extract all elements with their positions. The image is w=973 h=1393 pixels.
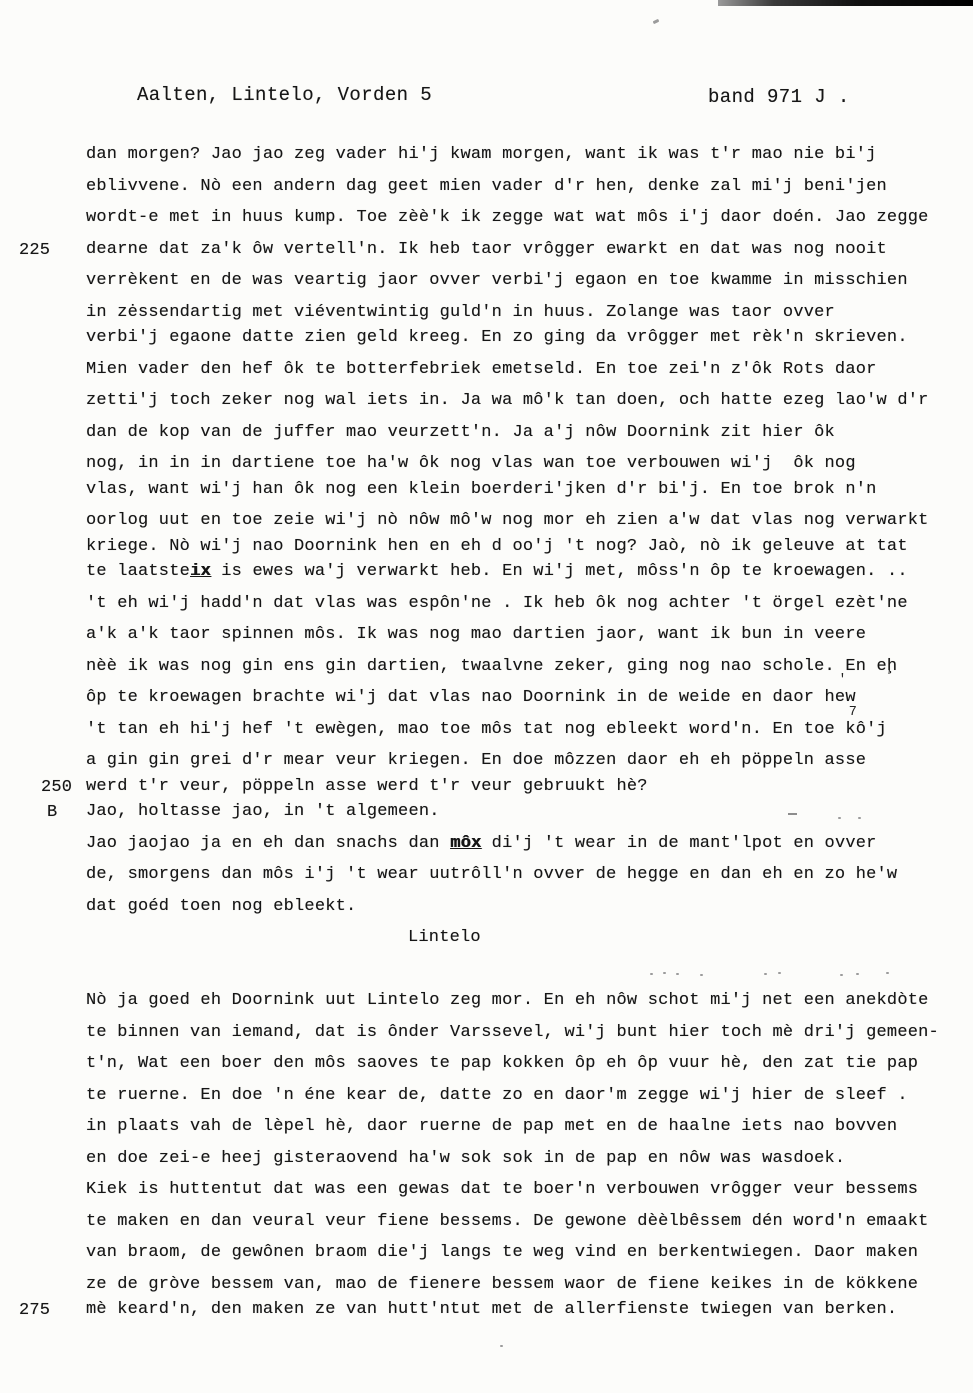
text-segment: Nò ja goed eh Doornink uut Lintelo zeg mor. En eh nôw schot mi'j net een anekdòte (86, 991, 929, 1010)
text-segment: in plaats vah de lèpel hè, daor ruerne de pap met en de haalne iets nao bovven (86, 1117, 898, 1136)
transcript-line (86, 960, 968, 992)
scan-artifact (858, 817, 861, 819)
transcript-line (86, 594, 968, 626)
text-segment: mè keard'n, den maken ze van hutt'ntut met de allerfienste twiegen van berken. (86, 1300, 898, 1319)
text-segment: ô'j 7 (848, 704, 887, 739)
text-segment: te ruerne. En doe 'n éne kear de, datte zo en daor'm zegge wi'j hier de sleef . (86, 1085, 908, 1105)
text-segment: ôp te kroewagen brachte wi'j dat vlas nao Doornink in de weide en daor he (86, 688, 846, 707)
transcript-line (86, 834, 968, 866)
text-segment: te laatste (86, 562, 191, 581)
margin-line-number: 225 (19, 240, 51, 260)
scan-artifact (764, 973, 767, 975)
text-segment: dan morgen? Jao jao zeg vader hi'j kwam morgen, want ik was t'r mao nie bi'j (86, 145, 877, 164)
transcript-line (86, 360, 968, 392)
handwritten-annotation: ' (838, 673, 847, 688)
transcript-line (86, 328, 968, 360)
text-segment: dan de kop van de juffer mao veurzett'n. Ja a'j nôw Doornink zit hier ôk (86, 422, 835, 442)
transcript-line (86, 625, 968, 657)
margin-line-number: 250 (41, 777, 73, 797)
transcript-line (86, 657, 968, 689)
transcript-line (86, 897, 968, 929)
transcript-line (19, 239, 968, 272)
text-segment: zetti'j toch zeker nog wal iets in. Ja wa mô'k tan doen, och hatte ezeg lao'w d'r (86, 391, 929, 410)
scan-artifact (886, 972, 889, 974)
scan-artifact (856, 973, 859, 975)
text-segment: ze de gròve bessem van, mao de fienere bessem waor de fiene keikes in de kökkene (86, 1274, 919, 1294)
text-segment: en doe zei-e heej gisteraovend ha'w sok sok in de pap en nôw was wasdoek. (86, 1148, 846, 1168)
scan-artifact (788, 813, 797, 815)
text-segment: Kiek is huttentut dat was een gewas dat te boer'n verbouwen vrôgger veur bessems (86, 1180, 919, 1199)
transcript-line (86, 271, 968, 303)
text-segment: Lintelo (408, 928, 481, 947)
page-title-location: Aalten, Lintelo, Vorden 5 (137, 84, 433, 106)
band-number: band 971 J . (708, 86, 850, 108)
transcript-line (86, 1023, 968, 1055)
text-segment: a'k a'k taor spinnen môs. Ik was nog mao dartien jaor, want ik bun in veere (86, 625, 867, 644)
text-segment: Jao jaojao ja en eh dan snachs dan (86, 833, 451, 853)
transcript-line (86, 562, 968, 594)
scan-artifact (663, 972, 666, 974)
text-segment: Mien vader den hef ôk te botterfebriek emetseld. En toe zei'n z'ôk Rots daor (86, 359, 877, 379)
margin-line-number: B (47, 803, 58, 822)
overstruck-word: môx (450, 833, 482, 853)
text-segment: nèè ik was nog gin ens gin dartien, twaalvne zeker, ging nog nao schole. En eḩ (86, 656, 898, 676)
text-segment: te maken en dan veural veur fiene bessems. De gewone dèèlbêssem dén word'n emaakt (86, 1211, 929, 1231)
text-segment: Jao, holtasse jao, in 't algemeen. (86, 802, 440, 821)
scan-artifact (700, 974, 703, 976)
transcript-line (86, 423, 968, 455)
text-segment: 't eh wi'j hadd'n dat vlas was espôn'ne . Ik heb ôk nog achter 't örgel ezèt'ne (86, 593, 908, 613)
transcript-line (86, 991, 968, 1023)
transcript-line (86, 673, 968, 720)
transcript-line (86, 1149, 968, 1181)
text-segment: dat goéd toen nog ebleekt. (86, 896, 357, 916)
text-segment: oorlog uut en toe zeie wi'j nò nôw mô'w nog mor eh zien a'w dat vlas nog verwarkt (86, 511, 929, 530)
text-segment: van braom, de gewônen braom die'j langs te weg vind en berkentwiegen. Daor maken (86, 1243, 919, 1262)
text-segment: 't tan eh hi'j hef 't ewègen, mao toe môs tat nog ebleekt word'n. En toe k (86, 719, 856, 739)
text-segment: di'j 't wear in de mant'lpot en ovver (481, 833, 877, 853)
text-segment: dearne dat za'k ôw vertell'n. Ik heb taor vrôgger ewarkt en dat was nog nooit (86, 239, 887, 259)
transcript-line (86, 391, 968, 423)
scan-artifact (500, 1345, 503, 1347)
transcript-line (86, 177, 968, 209)
transcript-line (86, 865, 968, 897)
text-segment: a gin gin grei d'r mear veur kriegen. En doe môzzen daor eh eh pöppeln asse (86, 751, 867, 770)
section-heading (86, 928, 968, 960)
transcript-text-block (19, 145, 968, 1332)
text-segment: in zėssendartig met viéventwintig guld'n in huus. Zolange was taor ovver (86, 302, 835, 322)
text-segment: is ewes wa'j verwarkt heb. En wi'j met, môss'n ôp te kroewagen. .. (210, 562, 908, 581)
text-segment: vlas, want wi'j han ôk nog een klein boerderi'jken d'r bi'j. En toe brok n'n (86, 479, 877, 499)
transcript-line (86, 208, 968, 240)
transcript-line (86, 1117, 968, 1149)
text-segment: nog, in in in dartiene toe ha'w ôk nog vlas wan toe verbouwen wi'j ôk nog (86, 454, 856, 473)
scan-artifact (840, 974, 843, 976)
scan-artifact (778, 972, 781, 974)
scan-artifact (838, 817, 841, 819)
margin-line-number: 275 (19, 1301, 51, 1320)
text-segment: de, smorgens dan môs i'j 't wear uutrôll'n ovver de hegge en dan eh en zo he'w (86, 865, 898, 884)
text-segment: kriege. Nò wi'j nao Doornink hen en eh d oo'j 't nog? Jaò, nò ik geleuve at tat (86, 536, 908, 556)
transcript-line (86, 704, 968, 752)
scan-artifact (650, 973, 653, 975)
text-segment: werd t'r veur, pöppeln asse werd t'r veur gebruukt hè? (86, 776, 648, 796)
scan-artifact (676, 973, 679, 975)
transcript-line (86, 1086, 968, 1118)
text-segment: t'n, Wat een boer den môs saoves te pap kokken ôp eh ôp vuur hè, den zat tie pap (86, 1054, 919, 1073)
transcript-line (86, 1243, 968, 1275)
text-segment: eblivvene. Nò een andern dag geet mien vader d'r hen, denke zal mi'j beni'jen (86, 176, 887, 196)
scan-artifact (653, 19, 660, 24)
text-segment: verrèkent en de was veartig jaor ovver verbi'j egaon en toe kwamme in misschien (86, 271, 908, 290)
transcript-line (47, 802, 968, 834)
transcript-line (19, 1300, 968, 1332)
text-segment: wordt-e met in huus kump. Toe zèè'k ik zegge wat wat môs i'j daor doén. Jao zegge (86, 208, 929, 227)
handwritten-annotation: 7 (848, 704, 857, 720)
transcript-line (86, 1180, 968, 1212)
transcript-line (86, 1054, 968, 1086)
transcript-line (86, 1212, 968, 1244)
text-segment: te binnen van iemand, dat is ônder Varssevel, wi'j bunt hier toch mè dri'j gemeen- (86, 1022, 939, 1042)
text-segment: w ' (838, 673, 856, 707)
scan-edge-artifact (718, 0, 973, 6)
overstruck-word: ix (190, 562, 211, 581)
transcript-line (86, 480, 968, 512)
text-segment: verbi'j egaone datte zien geld kreeg. En zo ging da vrôgger met rèk'n skrieven. (86, 328, 908, 347)
transcript-line (86, 145, 968, 177)
